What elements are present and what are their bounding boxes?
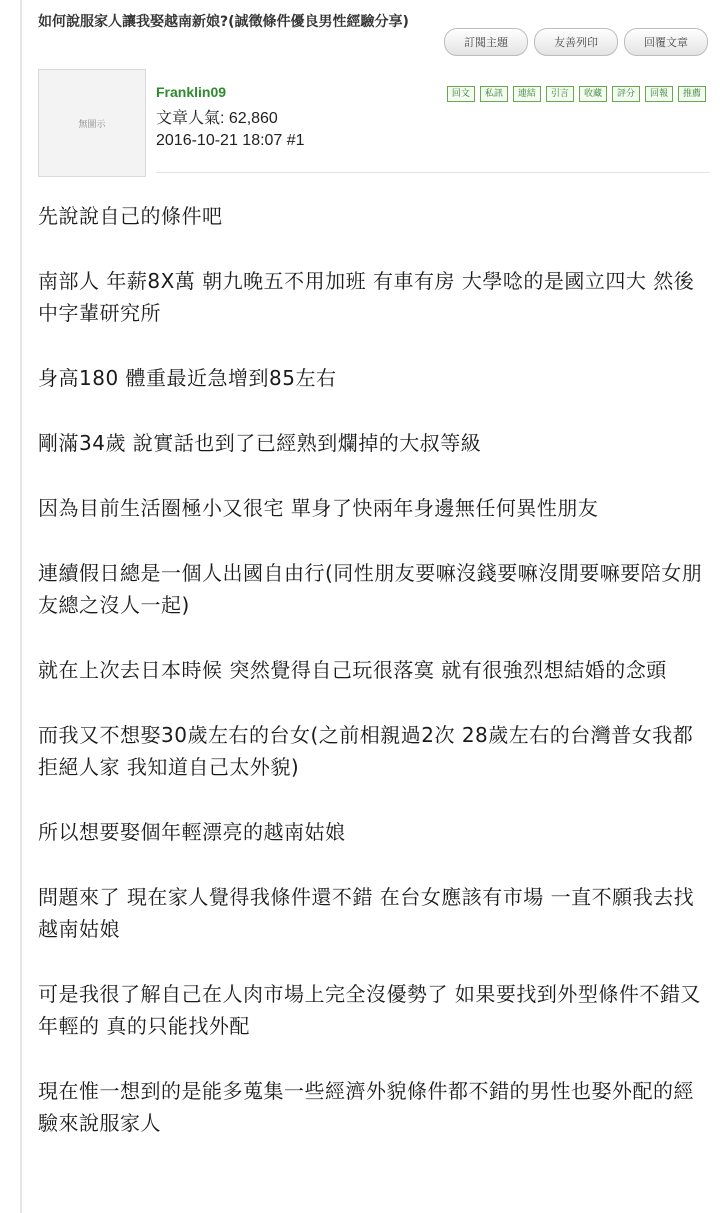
post-paragraph: 可是我很了解自己在人肉市場上完全沒優勢了 如果要找到外型條件不錯又年輕的 真的只能找外配 <box>38 982 701 1038</box>
post-paragraph: 就在上次去日本時候 突然覺得自己玩很落寞 就有很強烈想結婚的念頭 <box>38 658 667 682</box>
report-button[interactable]: 回報 <box>645 86 673 102</box>
post-action-bar <box>447 86 706 102</box>
link-button[interactable]: 連結 <box>513 86 541 102</box>
post-paragraph: 南部人 年薪8X萬 朝九晚五不用加班 有車有房 大學唸的是國立四大 然後中字輩研究所 <box>38 269 695 325</box>
left-border <box>20 0 22 1213</box>
avatar[interactable] <box>38 69 146 177</box>
post-stats <box>156 108 710 152</box>
thread-title: 如何說服家人讓我娶越南新娘?(誠徵條件優良男性經驗分享) <box>38 14 409 30</box>
post-datetime-floor: 2016-10-21 18:07 #1 <box>156 132 305 149</box>
print-button[interactable]: 友善列印 <box>534 28 618 56</box>
post-paragraph: 所以想要娶個年輕漂亮的越南姑娘 <box>38 820 346 844</box>
meta-divider <box>156 172 710 173</box>
popularity-count: 文章人氣: 62,860 <box>156 110 278 127</box>
bookmark-button[interactable]: 收藏 <box>579 86 607 102</box>
post-paragraph: 剛滿34歲 說實話也到了已經熟到爛掉的大叔等級 <box>38 431 482 455</box>
thread-header <box>38 8 708 56</box>
post-paragraph: 因為目前生活圈極小又很宅 單身了快兩年身邊無任何異性朋友 <box>38 496 599 520</box>
post-paragraph: 問題來了 現在家人覺得我條件還不錯 在台女應該有市場 一直不願我去找越南姑娘 <box>38 885 695 941</box>
quote-button[interactable]: 引言 <box>546 86 574 102</box>
post-meta <box>156 84 710 152</box>
rate-button[interactable]: 評分 <box>612 86 640 102</box>
post-paragraph: 身高180 體重最近急增到85左右 <box>38 366 337 390</box>
subscribe-button[interactable]: 訂閱主題 <box>444 28 528 56</box>
post-paragraph: 連續假日總是一個人出國自由行(同性朋友要嘛沒錢要嘛沒閒要嘛要陪女朋友總之沒人一起) <box>38 561 703 617</box>
post-paragraph: 現在惟一想到的是能多蒐集一些經濟外貌條件都不錯的男性也娶外配的經驗來說服家人 <box>38 1079 694 1135</box>
thread-toolbar <box>444 28 708 56</box>
reply-button[interactable]: 回覆文章 <box>624 28 708 56</box>
post-body <box>38 200 710 1172</box>
username-link[interactable]: Franklin09 <box>156 84 227 100</box>
recommend-button[interactable]: 推薦 <box>678 86 706 102</box>
post-paragraph: 先說說自己的條件吧 <box>38 204 223 228</box>
post-paragraph: 而我又不想娶30歲左右的台女(之前相親過2次 28歲左右的台灣普女我都拒絕人家 我知道自己太外貌) <box>38 723 694 779</box>
avatar-placeholder-text: 無圖示 <box>78 119 106 130</box>
reply-post-button[interactable]: 回文 <box>447 86 475 102</box>
private-message-button[interactable]: 私訊 <box>480 86 508 102</box>
